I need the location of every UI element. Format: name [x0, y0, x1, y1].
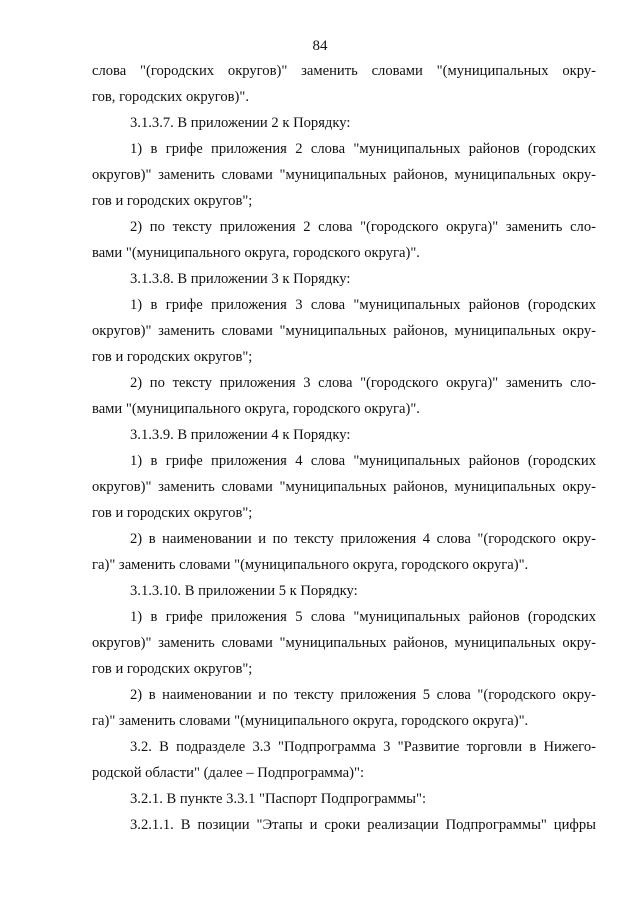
- text-line: гов и городских округов";: [92, 193, 253, 209]
- text-line: гов и городских округов";: [92, 349, 253, 365]
- text-line: 3.1.3.9. В приложении 4 к Порядку:: [130, 427, 351, 443]
- text-line: 2) по тексту приложения 2 слова "(городского округа)" заменить сло-: [130, 219, 596, 235]
- text-line: 3.1.3.7. В приложении 2 к Порядку:: [130, 115, 351, 131]
- text-line: 2) в наименовании и по тексту приложения 5 слова "(городского окру-: [130, 687, 596, 703]
- text-line: 2) в наименовании и по тексту приложения 4 слова "(городского окру-: [130, 531, 596, 547]
- text-line: округов)" заменить словами "муниципальных районов, муниципальных окру-: [92, 635, 596, 651]
- text-line: слова "(городских округов)" заменить словами "(муниципальных окру-: [92, 63, 596, 79]
- text-line: 3.2. В подразделе 3.3 "Подпрограмма 3 "Развитие торговли в Нижего-: [130, 739, 596, 755]
- text-line: 1) в грифе приложения 3 слова "муниципальных районов (городских: [130, 297, 596, 313]
- text-line: округов)" заменить словами "муниципальных районов, муниципальных окру-: [92, 167, 596, 183]
- text-line: 1) в грифе приложения 5 слова "муниципальных районов (городских: [130, 609, 596, 625]
- text-line: родской области" (далее – Подпрограмма)":: [92, 765, 365, 781]
- text-line: 2) по тексту приложения 3 слова "(городского округа)" заменить сло-: [130, 375, 596, 391]
- text-line: вами "(муниципального округа, городского округа)".: [92, 401, 420, 417]
- text-line: 3.1.3.8. В приложении 3 к Порядку:: [130, 271, 351, 287]
- text-line: 3.2.1.1. В позиции "Этапы и сроки реализации Подпрограммы" цифры: [130, 817, 596, 833]
- text-line: 3.2.1. В пункте 3.3.1 "Паспорт Подпрограммы":: [130, 791, 427, 807]
- text-line: 1) в грифе приложения 4 слова "муниципальных районов (городских: [130, 453, 596, 469]
- text-line: гов и городских округов";: [92, 661, 253, 677]
- text-line: вами "(муниципального округа, городского округа)".: [92, 245, 420, 261]
- text-line: округов)" заменить словами "муниципальных районов, муниципальных окру-: [92, 323, 596, 339]
- text-line: округов)" заменить словами "муниципальных районов, муниципальных окру-: [92, 479, 596, 495]
- text-line: гов и городских округов";: [92, 505, 253, 521]
- text-line: га)" заменить словами "(муниципального округа, городского округа)".: [92, 557, 529, 573]
- page-number: 84: [312, 38, 328, 54]
- text-line: 1) в грифе приложения 2 слова "муниципальных районов (городских: [130, 141, 596, 157]
- text-line: гов, городских округов)".: [92, 89, 250, 105]
- document-body: [92, 58, 596, 838]
- text-line: га)" заменить словами "(муниципального округа, городского округа)".: [92, 713, 529, 729]
- text-line: 3.1.3.10. В приложении 5 к Порядку:: [130, 583, 358, 599]
